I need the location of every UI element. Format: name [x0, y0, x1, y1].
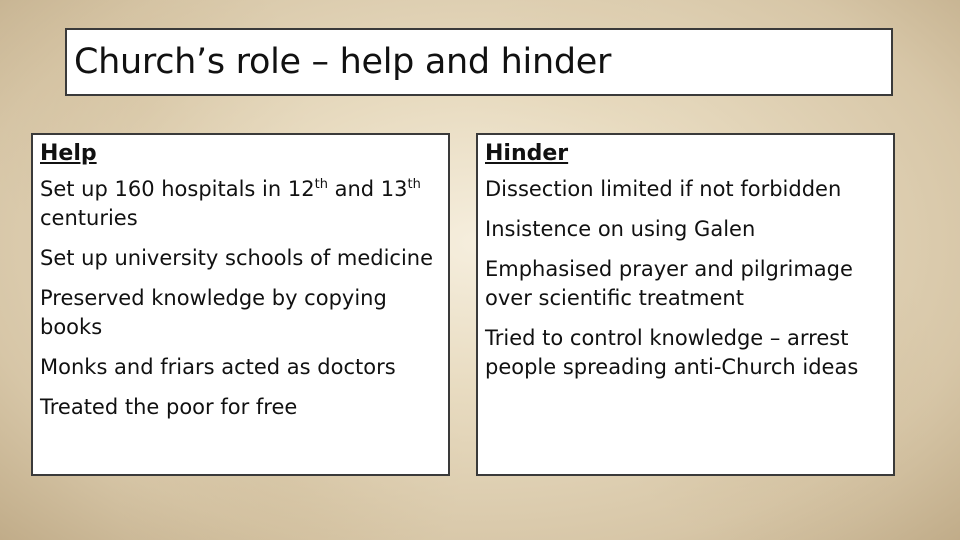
hinder-item-prayer: Emphasised prayer and pilgrimage over scientific treatment	[485, 257, 853, 310]
help-panel	[31, 133, 450, 476]
hinder-item-dissection: Dissection limited if not forbidden	[485, 177, 842, 201]
help-item-hospitals-sup-1: th	[314, 177, 328, 192]
hinder-item-control: Tried to control knowledge – arrest people spreading anti-Church ideas	[485, 326, 859, 379]
help-list	[40, 175, 442, 422]
help-item-hospitals	[40, 175, 442, 233]
hinder-list	[485, 175, 887, 382]
help-item-hospitals-text-2: and 13	[327, 177, 408, 201]
slide-title-box	[65, 28, 893, 96]
help-item-poor: Treated the poor for free	[40, 395, 298, 419]
help-item-hospitals-text-3: centuries	[40, 206, 138, 230]
slide-title: Church’s role – help and hinder	[74, 41, 612, 82]
help-item-knowledge: Preserved knowledge by copying books	[40, 286, 387, 339]
hinder-panel	[476, 133, 895, 476]
help-item-universities: Set up university schools of medicine	[40, 246, 434, 270]
hinder-heading: Hinder	[485, 141, 569, 166]
help-heading: Help	[40, 141, 97, 166]
help-item-hospitals-sup-2: th	[407, 177, 421, 192]
help-item-hospitals-text-1: Set up 160 hospitals in 12	[40, 177, 315, 201]
hinder-item-galen: Insistence on using Galen	[485, 217, 756, 241]
help-item-monks: Monks and friars acted as doctors	[40, 355, 396, 379]
